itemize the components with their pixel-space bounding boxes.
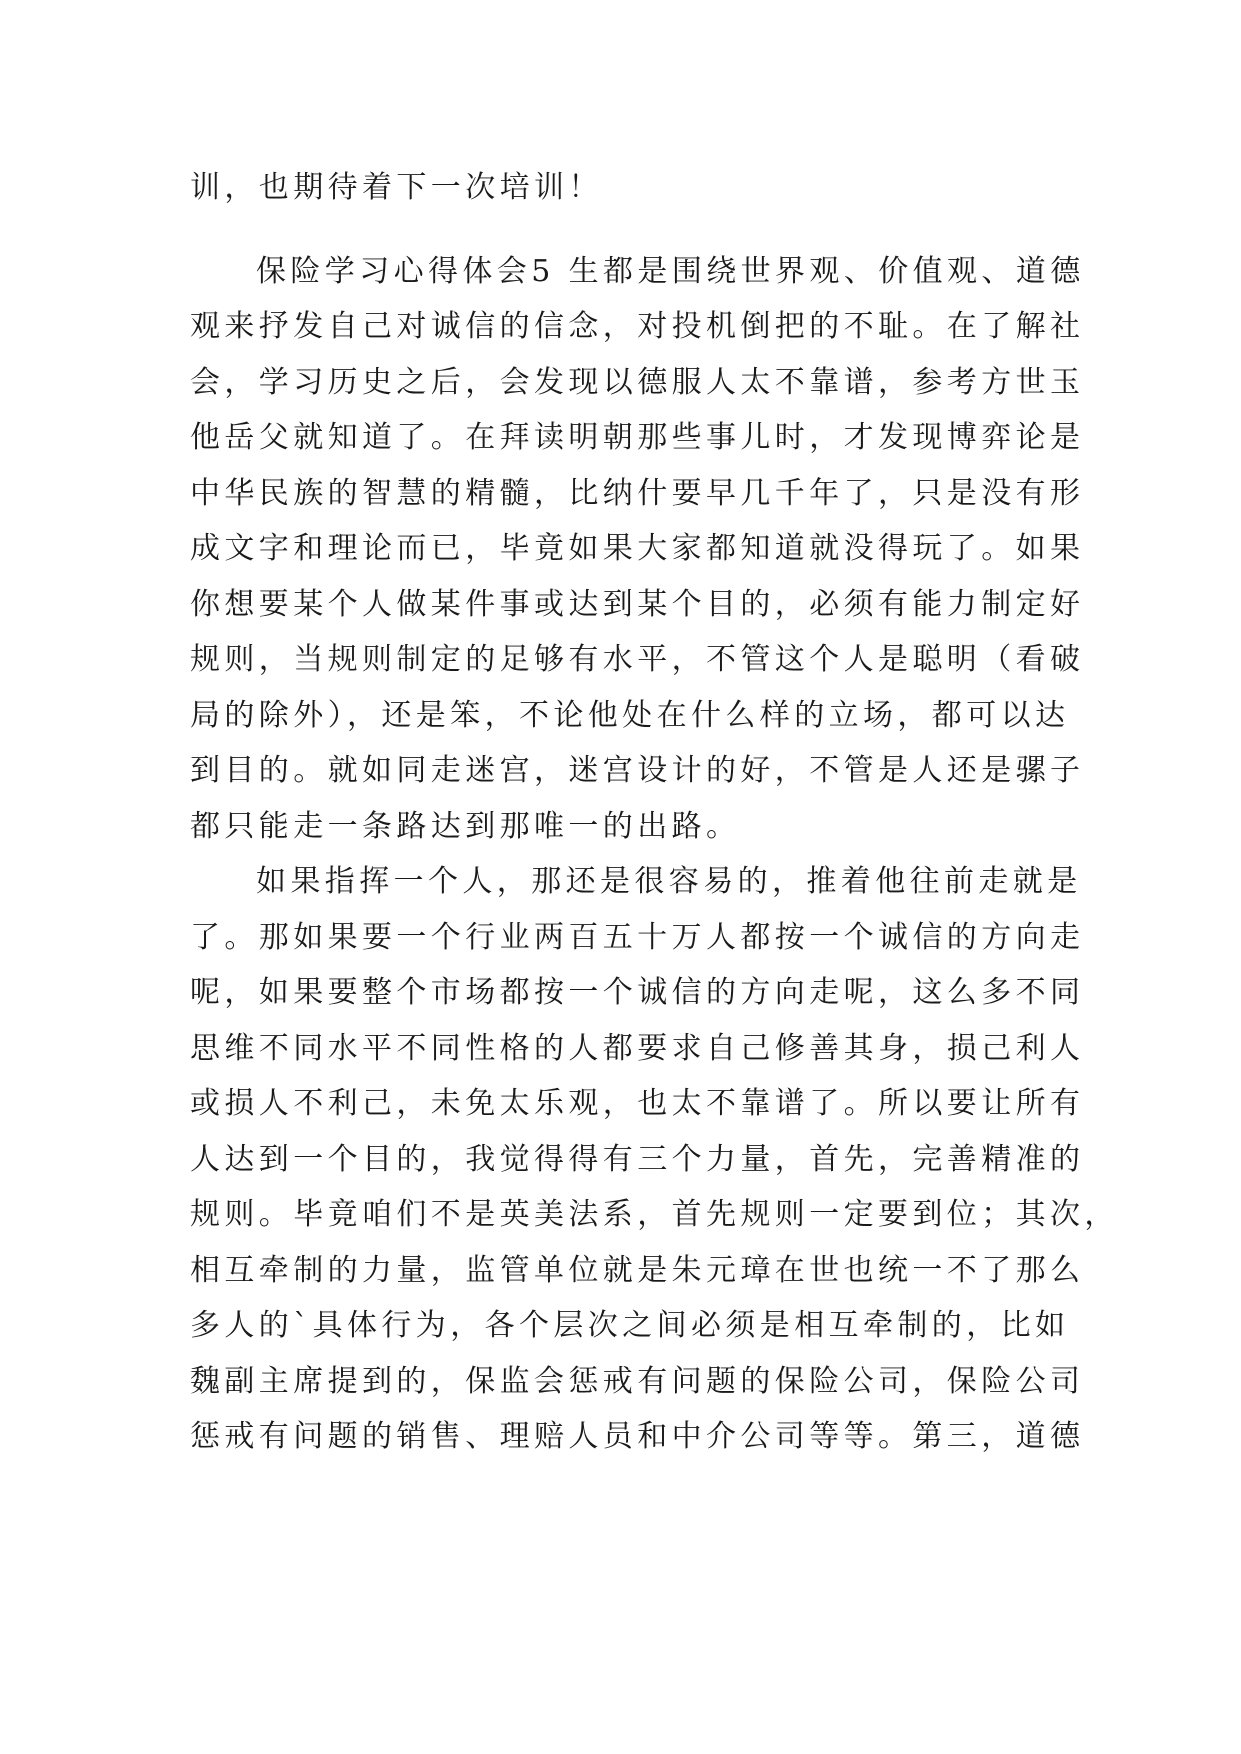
text-line: 规则，当规则制定的足够有水平，不管这个人是聪明（看破	[190, 642, 1085, 677]
text-line: 思维不同水平不同性格的人都要求自己修善其身，损己利人	[190, 1031, 1085, 1066]
text-line: 规则。毕竟咱们不是英美法系，首先规则一定要到位；其次，	[190, 1197, 1119, 1232]
text-line: 或损人不利己，未免太乐观，也太不靠谱了。所以要让所有	[190, 1086, 1085, 1121]
text-line: 到目的。就如同走迷宫，迷宫设计的好，不管是人还是骡子	[190, 753, 1085, 788]
text-line: 惩戒有问题的销售、理赔人员和中介公司等等。第三，道德	[190, 1419, 1085, 1454]
text-line: 了。那如果要一个行业两百五十万人都按一个诚信的方向走	[190, 920, 1085, 955]
text-line: 局的除外），还是笨，不论他处在什么样的立场，都可以达	[190, 698, 1070, 733]
text-line: 人达到一个目的，我觉得得有三个力量，首先，完善精准的	[190, 1142, 1085, 1177]
text-line: 中华民族的智慧的精髓，比纳什要早几千年了，只是没有形	[190, 476, 1085, 511]
text-line: 他岳父就知道了。在拜读明朝那些事儿时，才发现博弈论是	[190, 420, 1085, 455]
text-line: 魏副主席提到的，保监会惩戒有问题的保险公司，保险公司	[190, 1364, 1085, 1399]
text-line: 多人的`具体行为，各个层次之间必须是相互牵制的，比如	[190, 1308, 1070, 1343]
text-line: 会，学习历史之后，会发现以德服人太不靠谱，参考方世玉	[190, 365, 1085, 400]
text-line: 观来抒发自己对诚信的信念，对投机倒把的不耻。在了解社	[190, 309, 1085, 344]
text-line: 训，也期待着下一次培训！	[190, 170, 603, 205]
text-line: 成文字和理论而已，毕竟如果大家都知道就没得玩了。如果	[190, 531, 1085, 566]
text-line: 相互牵制的力量，监管单位就是朱元璋在世也统一不了那么	[190, 1253, 1085, 1288]
text-line: 都只能走一条路达到那唯一的出路。	[190, 809, 741, 844]
paragraph-start-line: 保险学习心得体会5 生都是围绕世界观、价值观、道德	[256, 254, 1085, 289]
paragraph-start-line: 如果指挥一个人，那还是很容易的，推着他往前走就是	[256, 864, 1082, 899]
text-line: 你想要某个人做某件事或达到某个目的，必须有能力制定好	[190, 587, 1085, 622]
text-line: 呢，如果要整个市场都按一个诚信的方向走呢，这么多不同	[190, 975, 1085, 1010]
